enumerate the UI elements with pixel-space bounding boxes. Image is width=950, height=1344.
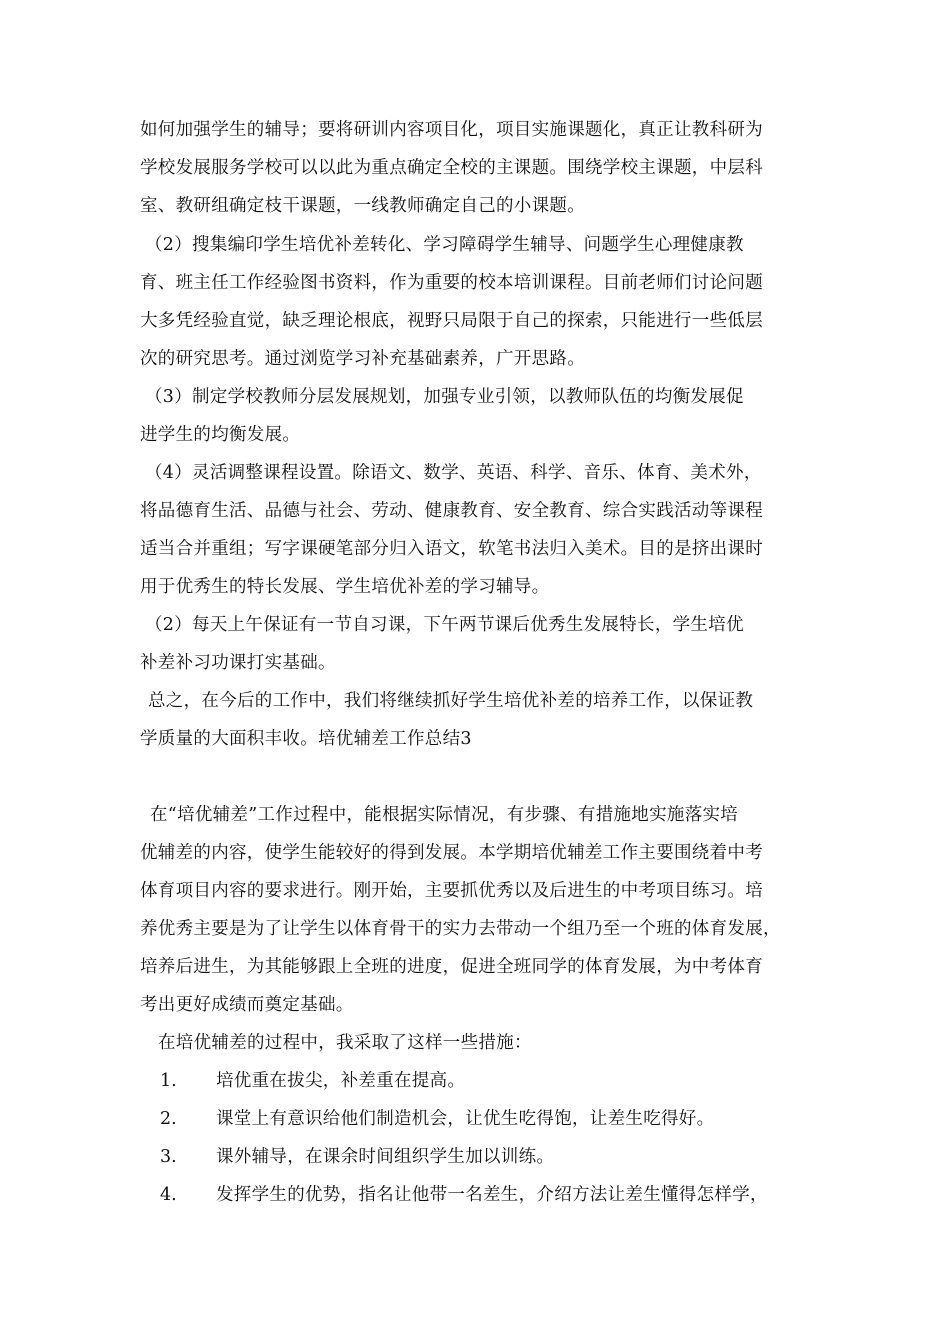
list-item-text: 课外辅导，在课余时间组织学生加以训练。 xyxy=(216,1147,555,1167)
text-line: 次的研究思考。通过浏览学习补充基础素养，广开思路。 xyxy=(140,349,585,369)
text-line: 体育项目内容的要求进行。刚开始，主要抓优秀以及后进生的中考项目练习。培 xyxy=(140,881,763,901)
text-line: 补差补习功课打实基础。 xyxy=(140,653,336,673)
text-line: 培养后进生，为其能够跟上全班的进度，促进全班同学的体育发展，为中考体育 xyxy=(140,957,763,977)
list-item-text: 发挥学生的优势，指名让他带一名差生，介绍方法让差生懂得怎样学， xyxy=(216,1185,768,1205)
paragraph-start-line: （2）搜集编印学生培优补差转化、学习障碍学生辅导、问题学生心理健康教 xyxy=(145,235,744,255)
text-line: 学校发展服务学校可以以此为重点确定全校的主课题。围绕学校主课题，中层科 xyxy=(140,158,763,178)
paragraph-start-line: （3）制定学校教师分层发展规划，加强专业引领，以教师队伍的均衡发展促 xyxy=(145,387,744,407)
text-line: 将品德育生活、品德与社会、劳动、健康教育、安全教育、综合实践活动等课程 xyxy=(140,501,763,521)
paragraph-start-line: 在培优辅差的过程中，我采取了这样一些措施： xyxy=(158,1033,532,1053)
paragraph-start-line: （2）每天上午保证有一节自习课，下午两节课后优秀生发展特长，学生培优 xyxy=(145,615,744,635)
text-line: 适当合并重组；写字课硬笔部分归入语文，软笔书法归入美术。目的是挤出课时 xyxy=(140,539,763,559)
list-item-text: 培优重在拔尖，补差重在提高。 xyxy=(216,1071,466,1091)
text-line: 室、教研组确定枝干课题，一线教师确定自己的小课题。 xyxy=(140,196,585,216)
text-line: 优辅差的内容，使学生能较好的得到发展。本学期培优辅差工作主要围绕着中考 xyxy=(140,843,763,863)
text-line: 如何加强学生的辅导；要将研训内容项目化，项目实施课题化，真正让教科研为 xyxy=(140,120,763,140)
text-line: 大多凭经验直觉，缺乏理论根底，视野只局限于自己的探索，只能进行一些低层 xyxy=(140,311,763,331)
list-item-number: 3. xyxy=(160,1147,177,1167)
paragraph-start-line: 总之，在今后的工作中，我们将继续抓好学生培优补差的培养工作，以保证教 xyxy=(148,691,754,711)
text-line: 用于优秀生的特长发展、学生培优补差的学习辅导。 xyxy=(140,577,550,597)
list-item-text: 课堂上有意识给他们制造机会，让优生吃得饱，让差生吃得好。 xyxy=(216,1109,715,1129)
text-line: 考出更好成绩而奠定基础。 xyxy=(140,995,354,1015)
list-item-number: 2. xyxy=(160,1109,177,1129)
paragraph-start-line: 在“培优辅差”工作过程中，能根据实际情况，有步骤、有措施地实施落实培 xyxy=(150,805,739,825)
text-line: 育、班主任工作经验图书资料，作为重要的校本培训课程。目前老师们讨论问题 xyxy=(140,273,763,293)
text-line: 养优秀主要是为了让学生以体育骨干的实力去带动一个组乃至一个班的体育发展， xyxy=(140,919,781,939)
text-line: 学质量的大面积丰收。培优辅差工作总结3 xyxy=(140,729,472,749)
list-item-number: 4. xyxy=(160,1185,177,1205)
list-item-number: 1. xyxy=(160,1071,177,1091)
text-line: 进学生的均衡发展。 xyxy=(140,425,301,445)
paragraph-start-line: （4）灵活调整课程设置。除语文、数学、英语、科学、音乐、体育、美术外， xyxy=(145,463,762,483)
